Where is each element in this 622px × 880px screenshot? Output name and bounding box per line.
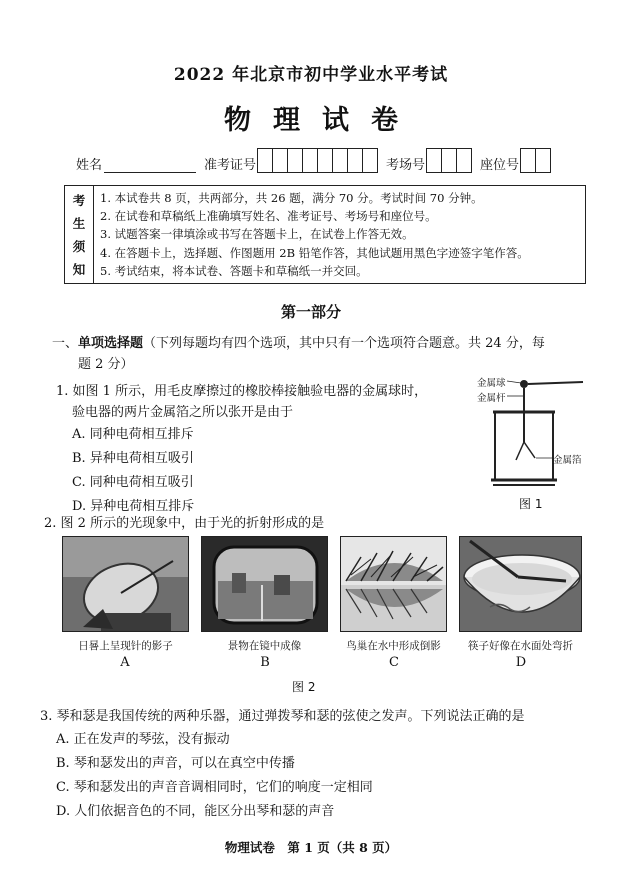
q1-option-a: A. 同种电荷相互排斥 xyxy=(72,427,194,442)
notice-item: 4. 在答题卡上，选择题、作图题用 2B 铅笔作答，其他试题用黑色字迹签字笔作答。 xyxy=(100,245,529,260)
name-label: 姓名 xyxy=(76,158,103,173)
figure-2-caption: 图 2 xyxy=(292,680,316,694)
room-label: 考场号 xyxy=(386,158,426,173)
seat-number-boxes[interactable] xyxy=(521,148,551,173)
q3-option-c: C. 琴和瑟发出的声音音调相同时，它们的响度一定相同 xyxy=(56,780,373,795)
seat-label: 座位号 xyxy=(480,158,520,173)
q3-option-d: D. 人们依据音色的不同，能区分出琴和瑟的声音 xyxy=(56,804,335,819)
q3-option-b: B. 琴和瑟发出的声音，可以在真空中传播 xyxy=(56,756,295,771)
notice-item: 5. 考试结束，将本试卷、答题卡和草稿纸一并交回。 xyxy=(100,263,368,278)
metal-ball-label: 金属球 xyxy=(477,378,506,389)
ticket-number-boxes[interactable] xyxy=(258,148,378,173)
room-number-boxes[interactable] xyxy=(427,148,472,173)
part-title: 第一部分 xyxy=(280,303,341,321)
exam-title: 2022 年北京市初中学业水平考试 xyxy=(173,65,449,85)
letter-d: D xyxy=(515,655,527,670)
section-heading: 一、单项选择题（下列每题均有四个选项，其中只有一个选项符合题意。共 24 分，每 题 2 分） xyxy=(52,336,545,372)
notice-items xyxy=(94,186,585,283)
q2-stem: 2. 图 2 所示的光现象中，由于光的折射形成的是 xyxy=(44,516,325,531)
notice-item: 2. 在试卷和草稿纸上准确填写姓名、准考证号、考场号和座位号。 xyxy=(100,209,437,224)
photo-mirror xyxy=(201,536,328,632)
metal-rod-label: 金属杆 xyxy=(477,393,506,404)
notice-item: 1. 本试卷共 8 页，共两部分，共 26 题，满分 70 分。考试时间 70 分钟。 xyxy=(100,191,483,206)
figure-1-caption: 图 1 xyxy=(519,497,543,511)
q1-option-d: D. 异种电荷相互排斥 xyxy=(72,499,195,514)
q1-option-c: C. 同种电荷相互吸引 xyxy=(72,475,194,490)
photo-sundial xyxy=(62,536,189,632)
photo-chopsticks-bowl xyxy=(459,536,582,632)
letter-c: C xyxy=(389,655,399,670)
page-footer: 物理试卷 第 1 页（共 8 页） xyxy=(224,840,398,855)
name-field[interactable] xyxy=(104,158,196,173)
notice-label: 考 生 须 知 xyxy=(65,186,94,283)
q1-option-b: B. 异种电荷相互吸引 xyxy=(72,451,194,466)
caption-a: 日晷上呈现针的影子 xyxy=(78,640,173,652)
caption-d: 筷子好像在水面处弯折 xyxy=(468,640,573,652)
candidate-info-row xyxy=(76,143,559,173)
candidate-notice-box xyxy=(64,185,586,284)
letter-a: A xyxy=(120,655,130,670)
caption-b: 景物在镜中成像 xyxy=(227,640,302,652)
notice-item: 3. 试题答案一律填涂或书写在答题卡上，在试卷上作答无效。 xyxy=(100,227,414,242)
metal-foil-label: 金属箔 xyxy=(553,455,582,466)
photo-birds-nest xyxy=(340,536,447,632)
caption-c: 鸟巢在水中形成倒影 xyxy=(346,640,441,652)
q1-stem-line2: 验电器的两片金属箔之所以张开是由于 xyxy=(72,405,294,420)
q1-stem-line1: 1. 如图 1 所示，用毛皮摩擦过的橡胶棒接触验电器的金属球时， xyxy=(56,384,428,399)
subject-title: 物理试卷 xyxy=(224,105,420,136)
letter-b: B xyxy=(260,655,270,670)
q3-stem: 3. 琴和瑟是我国传统的两种乐器，通过弹拨琴和瑟的弦使之发声。下列说法正确的是 xyxy=(40,709,525,724)
ticket-label: 准考证号 xyxy=(204,158,257,173)
q3-option-a: A. 正在发声的琴弦，没有振动 xyxy=(56,732,230,747)
